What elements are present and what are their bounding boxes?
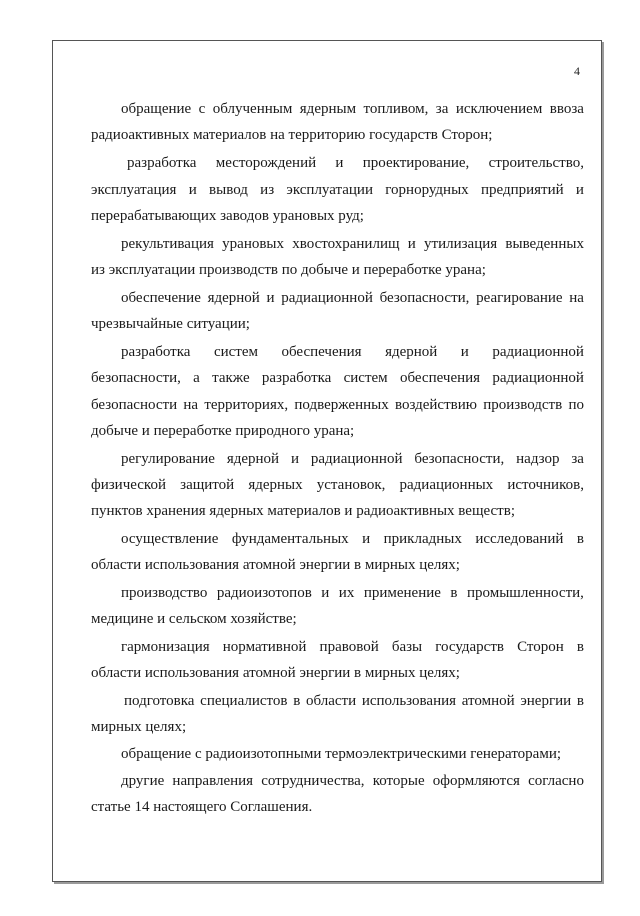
text-line: регулирование ядерной и радиационной безопасности, надзор за [121, 451, 584, 467]
text-line: обращение с радиоизотопными термоэлектрическими генераторами; [121, 746, 562, 762]
text-line: обращение с облученным ядерным топливом, за исключением ввоза [121, 101, 584, 117]
text-line: статье 14 настоящего Соглашения. [91, 799, 313, 815]
text-line: производство радиоизотопов и их применение в промышленности, [121, 585, 584, 601]
text-line: безопасности, а также разработка систем обеспечения радиационной [91, 370, 584, 386]
text-line: области использования атомной энергии в мирных целях; [91, 557, 460, 573]
text-line: обеспечение ядерной и радиационной безопасности, реагирование на [121, 290, 584, 306]
text-line: добыче и переработке природного урана; [91, 423, 355, 439]
text-line: чрезвычайные ситуации; [91, 316, 250, 332]
text-line: радиоактивных материалов на территорию государств Сторон; [91, 127, 493, 143]
text-line: эксплуатация и вывод из эксплуатации горнорудных предприятий и [91, 182, 584, 198]
text-line: осуществление фундаментальных и прикладных исследований в [121, 531, 584, 547]
text-line: физической защитой ядерных установок, радиационных источников, [91, 477, 584, 493]
text-line: другие направления сотрудничества, которые оформляются согласно [121, 773, 584, 789]
text-line: медицине и сельском хозяйстве; [91, 611, 297, 627]
text-line: мирных целях; [91, 719, 187, 735]
text-line: области использования атомной энергии в мирных целях; [91, 665, 460, 681]
text-line: перерабатывающих заводов урановых руд; [91, 208, 364, 224]
text-line: из эксплуатации производств по добыче и переработке урана; [91, 262, 486, 278]
text-line: разработка месторождений и проектирование, строительство, [127, 155, 584, 171]
text-line: рекультивация урановых хвостохранилищ и утилизация выведенных [121, 236, 584, 252]
page-number: 4 [574, 64, 580, 78]
text-line: пунктов хранения ядерных материалов и радиоактивных веществ; [91, 503, 515, 519]
text-line: подготовка специалистов в области использования атомной энергии в [124, 693, 584, 709]
text-line: гармонизация нормативной правовой базы государств Сторон в [121, 639, 584, 655]
text-line: безопасности на территориях, подверженных воздействию производств по [91, 397, 584, 413]
text-line: разработка систем обеспечения ядерной и радиационной [121, 344, 584, 360]
